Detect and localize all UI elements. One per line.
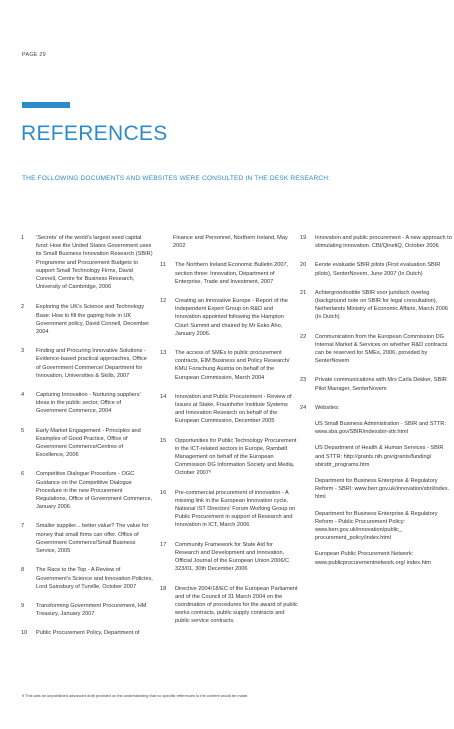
reference-number: 10 [21,630,28,637]
reference-item [300,376,452,392]
references-column-3 [300,234,452,567]
reference-number: 1 [21,235,25,241]
reference-number: 4 [21,392,25,399]
reference-number: 16 [160,489,167,496]
reference-number: 9 [21,602,25,609]
website-entry: Department for Business Enterprise & Regulatory Reform - Public Procurement Policy: www.berr.gov.uk/innovation/public_ procurement_policy/index.html [315,510,438,542]
website-entry: US Department of Health & Human Services - SBIR and STTR: http://grants.nih.gov/grants/funding/ sbirsttr_programs.htm [315,445,444,468]
reference-item [300,234,452,250]
reference-item [160,489,298,530]
footnote: 9 This was an unpublished advanced draft provided on the understanding that no specific references to the content would be made. [22,693,249,698]
reference-number: 18 [160,585,167,592]
reference-text: Exploring the UK’s Science and Technology Base: How to fill the gaping hole in UK Government policy, David Connell, December 2004 [36,304,150,336]
reference-number: 24 [300,404,307,411]
reference-number: 19 [300,235,307,241]
reference-item [21,602,153,618]
reference-item [160,261,298,286]
reference-text: Creating an Innovative Europe - Report of the Independent Expert Group on R&D and Innovation appointed following the Hampton Court Summit and chaired by Mr Esko Aho, January 2006. [175,298,288,337]
reference-number: 5 [21,427,25,434]
page-title: REFERENCES [21,122,168,145]
subtitle: THE FOLLOWING DOCUMENTS AND WEBSITES WERE CONSULTED IN THE DESK RESEARCH: [22,175,331,182]
reference-item [21,470,153,511]
reference-item [21,566,153,591]
reference-item [160,585,298,626]
reference-item [160,437,298,478]
reference-text: Smaller supplier... better value? The value for money that small firms can offer. Office of Government Commerce/Small Business Service, 2005 [36,523,149,555]
reference-number: 13 [160,350,167,357]
reference-text: Innovation and Public Procurement - Review of Issues at Stake, Fraunhofer Institute Systems and Innovation Research on behalf of the European Commission, December 2005 [175,393,292,425]
reference-number: 20 [300,262,307,269]
website-entry: Department for Business Enterprise & Regulatory Reform - SBRI: www.berr.gov.uk/innovation/sbri/index. html [315,478,450,501]
reference-text: Finding and Procuring Innovative Solutions - Evidence-based practical approaches, Office of Government Commerce/ Department for Innovation, Universities & Skills, 2007 [36,348,147,379]
reference-item [21,347,153,380]
reference-text: The Northern Ireland Economic Bulletin 2007, section three: Innovation, Department of Enterprise, Trade and Investment, 2007 [175,262,289,285]
reference-number: 12 [160,298,167,305]
reference-number: 11 [160,262,166,269]
reference-item [300,289,452,322]
reference-text: Innovation and public procurement - A new approach to stimulating innovation. CBI/QinetiQ, October 2006 [315,235,452,250]
reference-item [300,261,452,277]
reference-text: Competitive Dialogue Procedure - OGC Guidance on the Competitive Dialogue Procedure in the new Procurement Regulations, Office of Government Commerce, January 2006 [36,471,153,511]
reference-number: 17 [160,541,167,548]
reference-item [160,541,298,574]
reference-text: Transforming Government Procurement, HM Treasury, January 2007 [36,602,147,618]
reference-number: 8 [21,567,25,574]
reference-item [160,297,298,338]
reference-number: 22 [300,333,307,340]
reference-text: Capturing Innovation - Nurturing suppliers’ ideas in the public sector, Office of Government Commerce, 2004 [36,392,141,415]
reference-text: Pre-commercial procurement of innovation - A missing link in the European Innovation cycle, National IST Directors’ Forum Working Group on Public Procurement in support of Research and Innovation in ICT, March 2006 [175,489,296,529]
reference-text: Communication from the European Commission DG Internal Market & Services on whether R&D contracts can be reserved for SMEs, 2006, provided by SenterNovem [315,333,448,365]
reference-text: Eerste evaluatie SBIR pilots (First evaluation SBIR pilots), SenterNovem, June 2007 (In Dutch) [315,262,441,277]
reference-text: Early Market Engagement - Principles and Examples of Good Practice, Office of Government Commerce/Centres of Excellence, 2006 [36,427,141,459]
reference-number: 7 [21,523,25,530]
reference-item [160,393,298,426]
reference-text: The access of SMEs to public procurement contracts, EIM Business and Policy Research/ KMU Forschung Austria on behalf of the European Commission, March 2004 [175,350,290,381]
reference-item [21,629,153,637]
reference-text: The Race to the Top - A Review of Government’s Science and Innovation Policies, Lord Sainsbury of Turville, October 2007 [36,567,153,590]
accent-bar [22,102,70,108]
reference-item [21,234,153,291]
reference-item [21,522,153,555]
reference-item [21,427,153,460]
reference-item [21,303,153,336]
reference-continuation: Finance and Personnel, Northern Ireland, May 2002 [173,235,288,250]
reference-number: 15 [160,437,167,444]
reference-text: Community Framework for State Aid for Research and Development and Innovation, Official Journal of the European Union 2006/C 323/01, 30th December 2006 [175,541,290,573]
reference-number: 2 [21,304,25,311]
reference-text: Private communications with Mrs Carla Dekker, SBIR Pilot Manager, SenterNovem [315,377,447,392]
reference-item [160,349,298,382]
reference-item [300,404,452,412]
website-entry: European Public Procurement Network: www.publicprocurementnetwork.org/ index.htm [315,551,431,566]
reference-item [21,391,153,416]
reference-number: 6 [21,471,25,478]
references-column-1 [21,234,153,638]
reference-text: Achtergrondnotitie SBIR voor juridisch overleg (background note on SBIR for legal consultation), Netherlands Ministry of Economic Affairs, March 2006 (In Dutch) [315,289,448,321]
page-number: PAGE 29 [22,52,46,58]
reference-number: 23 [300,377,307,384]
website-entry: US Small Business Administration - SBIR and STTR: www.sba.gov/SBIR/indexsbir-sttr.html [315,421,446,436]
reference-text: ‘Secrets’ of the world’s largest seed capital fund: How the United States Government uses its Small Business Innovation Research (SBIR) Programme and Procurement Budgets to support Small Technology Firms, David Connell, Centre for Business Research, University of Cambridge, 2006 [36,235,153,291]
references-column-2 [160,234,298,626]
reference-text: Directive 2004/18/EC of the European Parliament and of the Council of 31 March 2004 on the coordination of procedures for the award of public works contracts, public supply contracts and public service contracts. [175,585,298,625]
reference-text: Websites: [315,404,340,411]
reference-number: 21 [300,289,307,296]
reference-text: Public Procurement Policy, Department of [36,630,140,637]
reference-number: 3 [21,348,25,355]
reference-text: Opportunities for Public Technology Procurement in the ICT-related sectors in Europe, Rambøll Management on behalf of the European Commission DG Information Society and Media, October 2007⁹ [175,437,297,477]
reference-item [300,333,452,366]
reference-number: 14 [160,393,167,400]
